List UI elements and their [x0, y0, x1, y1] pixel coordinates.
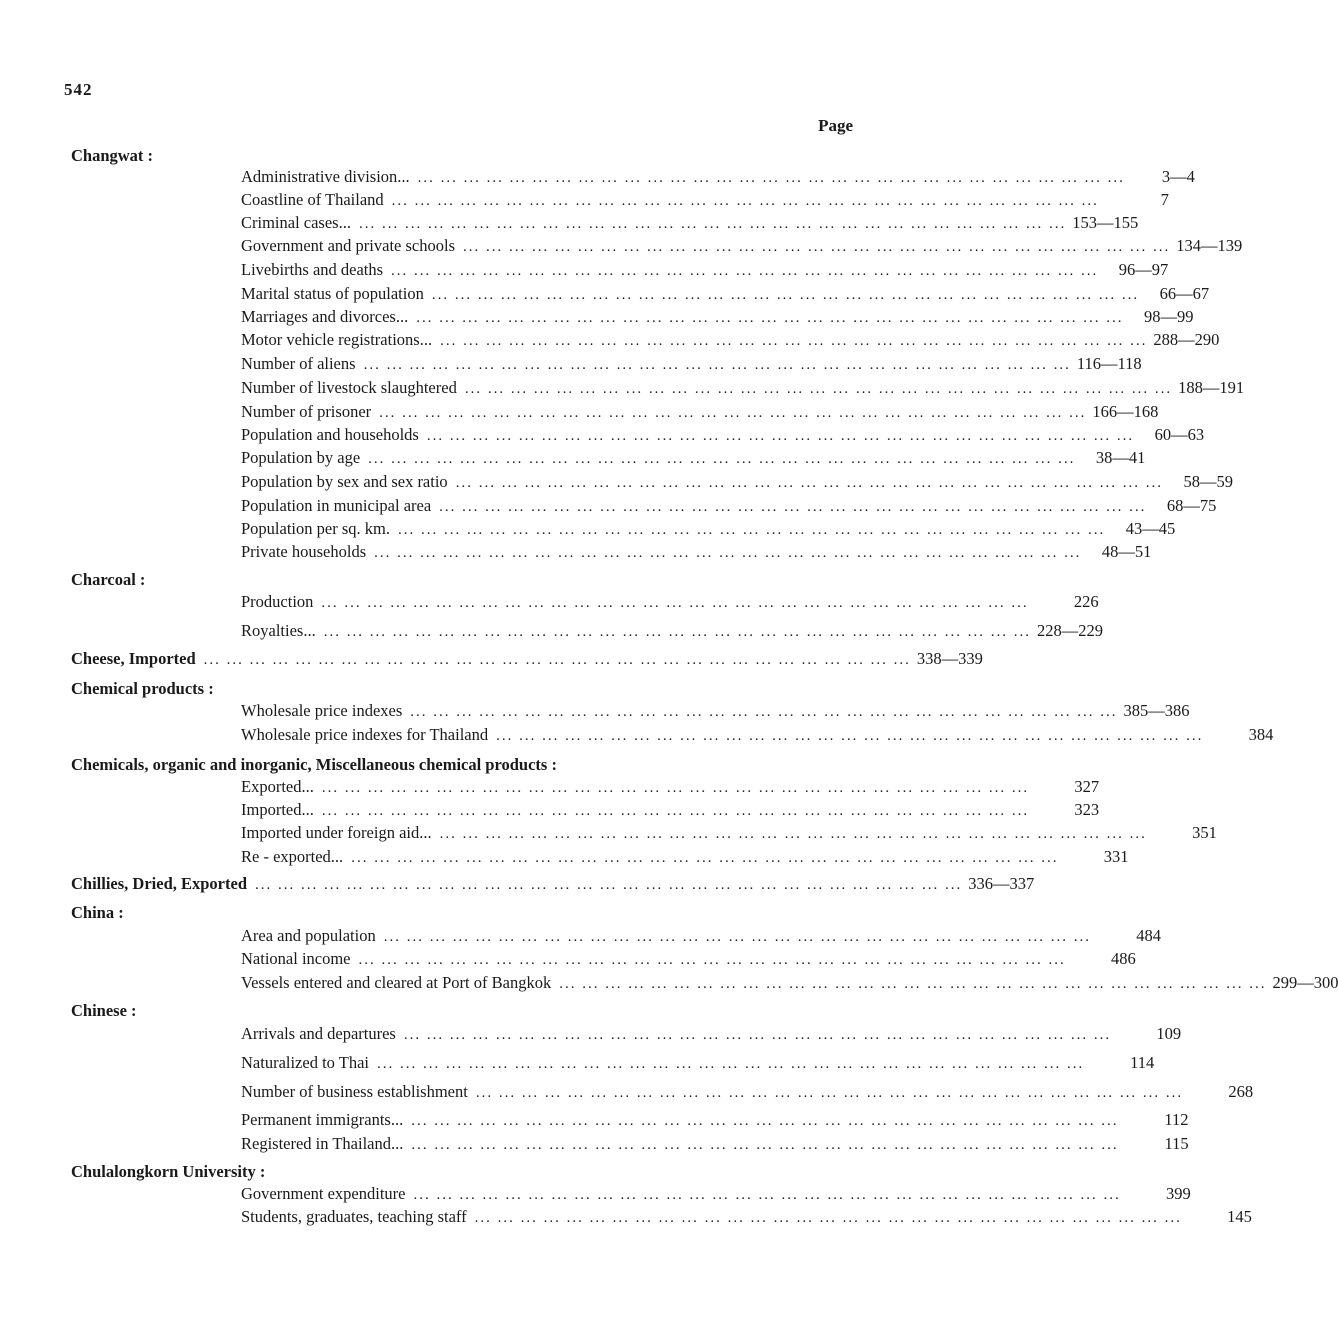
- leader-dots: ... ... ... ... ... ... ... ... ... ... ... ... ... ... ... ... ... ... ... ... ... ... ... ... ... ... ... ... ... ... ...: [391, 193, 1099, 209]
- index-entry: [241, 592, 1099, 614]
- entry-label: Number of prisoner: [241, 402, 372, 421]
- index-entry: [241, 190, 1169, 212]
- leader-dots: ... ... ... ... ... ... ... ... ... ... ... ... ... ... ... ... ... ... ... ... ... ... ... ... ... ... ... ... ... ... ...: [403, 1027, 1112, 1043]
- heading-china: China :: [71, 903, 124, 922]
- entry-page: 228—229: [1036, 621, 1103, 640]
- index-entry: [241, 402, 1159, 424]
- index-entry: [241, 621, 1103, 643]
- entry-page: 66—67: [1159, 284, 1210, 303]
- entry-label: Royalties...: [241, 621, 316, 640]
- entry-label: Arrivals and departures: [241, 1024, 396, 1043]
- index-entry: [241, 800, 1100, 822]
- entry-label: Marital status of population: [241, 284, 424, 303]
- index-entry: [241, 307, 1194, 329]
- entry-page: 226: [1073, 592, 1099, 611]
- index-entry: [241, 284, 1210, 306]
- index-entry: [241, 1024, 1182, 1046]
- entry-label: Administrative division...: [241, 167, 410, 186]
- heading-charcoal: Charcoal :: [71, 570, 146, 589]
- leader-dots: ... ... ... ... ... ... ... ... ... ... ... ... ... ... ... ... ... ... ... ... ... ... ... ... ... ... ... ... ... ... ...: [455, 475, 1163, 491]
- entry-label: Coastline of Thailand: [241, 190, 384, 209]
- leader-dots: ... ... ... ... ... ... ... ... ... ... ... ... ... ... ... ... ... ... ... ... ... ... ... ... ... ... ... ... ... ... ...: [323, 624, 1031, 640]
- leader-dots: ... ... ... ... ... ... ... ... ... ... ... ... ... ... ... ... ... ... ... ... ... ... ... ... ... ... ... ... ... ... ...: [368, 451, 1076, 467]
- entry-label: National income: [241, 949, 351, 968]
- index-entry: [241, 472, 1233, 494]
- leader-dots: ... ... ... ... ... ... ... ... ... ... ... ... ... ... ... ... ... ... ... ... ... ... ... ... ... ... ... ... ... ... ...: [203, 652, 911, 668]
- entry-page: 288—290: [1153, 330, 1220, 349]
- index-entry: [241, 1053, 1155, 1075]
- index-entry: [241, 847, 1129, 869]
- entry-page: 38—41: [1095, 448, 1146, 467]
- leader-dots: ... ... ... ... ... ... ... ... ... ... ... ... ... ... ... ... ... ... ... ... ... ... ... ... ... ... ... ... ... ... ...: [462, 239, 1171, 255]
- entry-label: Criminal cases...: [241, 213, 351, 232]
- entry-label: Private households: [241, 542, 367, 561]
- heading-changwat: Changwat :: [71, 146, 154, 165]
- page-number: 542: [64, 80, 93, 99]
- leader-dots: ... ... ... ... ... ... ... ... ... ... ... ... ... ... ... ... ... ... ... ... ... ... ... ... ... ... ... ... ... ... ...: [376, 1056, 1085, 1072]
- index-entry: [241, 823, 1217, 845]
- entry-page: 115: [1164, 1134, 1189, 1153]
- leader-dots: ... ... ... ... ... ... ... ... ... ... ... ... ... ... ... ... ... ... ... ... ... ... ... ... ... ... ... ... ... ... ...: [321, 803, 1030, 819]
- entry-label: Population in municipal area: [241, 496, 432, 515]
- leader-dots: ... ... ... ... ... ... ... ... ... ... ... ... ... ... ... ... ... ... ... ... ... ... ... ... ... ... ... ... ... ... ...: [255, 877, 963, 893]
- entry-page: 484: [1136, 926, 1161, 945]
- entry-page: 153—155: [1072, 213, 1139, 232]
- entry-label: Re - exported...: [241, 847, 344, 866]
- entry-page: 116—118: [1076, 354, 1142, 373]
- entry-label: Population by age: [241, 448, 361, 467]
- entry-page: 399: [1165, 1184, 1191, 1203]
- entry-page: 48—51: [1101, 542, 1152, 561]
- index-entry: [241, 1184, 1191, 1206]
- leader-dots: ... ... ... ... ... ... ... ... ... ... ... ... ... ... ... ... ... ... ... ... ... ... ... ... ... ... ... ... ... ... ...: [411, 1137, 1119, 1153]
- entry-label: Wholesale price indexes for Thailand: [241, 725, 489, 744]
- index-entry: [241, 448, 1146, 470]
- index-entry: [241, 1134, 1189, 1156]
- entry-page: 384: [1248, 725, 1274, 744]
- index-entry: [241, 1082, 1254, 1104]
- leader-dots: ... ... ... ... ... ... ... ... ... ... ... ... ... ... ... ... ... ... ... ... ... ... ... ... ... ... ... ... ... ... ...: [321, 780, 1030, 796]
- index-entry: [241, 354, 1142, 376]
- entry-label: Wholesale price indexes: [241, 701, 403, 720]
- index-entry: [241, 926, 1161, 948]
- entry-label: Cheese, Imported: [71, 649, 196, 668]
- page-column-header: Page: [818, 116, 853, 135]
- entry-page: 60—63: [1154, 425, 1205, 444]
- index-entry: [241, 1110, 1189, 1132]
- entry-label: Students, graduates, teaching staff: [241, 1207, 467, 1226]
- entry-page: 166—168: [1092, 402, 1159, 421]
- leader-dots: ... ... ... ... ... ... ... ... ... ... ... ... ... ... ... ... ... ... ... ... ... ... ... ... ... ... ... ... ... ... ...: [321, 595, 1029, 611]
- entry-label: Registered in Thailand...: [241, 1134, 404, 1153]
- entry-page: 323: [1074, 800, 1100, 819]
- entry-page: 145: [1227, 1207, 1252, 1226]
- entry-label: Government and private schools: [241, 236, 455, 255]
- index-entry: [241, 167, 1195, 189]
- entry-label: Imported...: [241, 800, 314, 819]
- index-entry: [241, 542, 1152, 564]
- index-entry-chillies: [71, 874, 1035, 896]
- leader-dots: ... ... ... ... ... ... ... ... ... ... ... ... ... ... ... ... ... ... ... ... ... ... ... ... ... ... ... ... ... ... ...: [426, 428, 1135, 444]
- index-entry: [241, 425, 1205, 447]
- index-entry: [241, 236, 1243, 258]
- leader-dots: ... ... ... ... ... ... ... ... ... ... ... ... ... ... ... ... ... ... ... ... ... ... ... ... ... ... ... ... ... ... ...: [363, 357, 1071, 373]
- leader-dots: ... ... ... ... ... ... ... ... ... ... ... ... ... ... ... ... ... ... ... ... ... ... ... ... ... ... ... ... ... ... ...: [474, 1210, 1182, 1226]
- entry-page: 7: [1160, 190, 1169, 209]
- entry-page: 109: [1156, 1024, 1182, 1043]
- leader-dots: ... ... ... ... ... ... ... ... ... ... ... ... ... ... ... ... ... ... ... ... ... ... ... ... ... ... ... ... ... ... ...: [379, 405, 1087, 421]
- entry-page: 385—386: [1123, 701, 1190, 720]
- entry-label: Number of livestock slaughtered: [241, 378, 457, 397]
- index-entry: [241, 949, 1136, 971]
- entry-label: Production: [241, 592, 314, 611]
- leader-dots: ... ... ... ... ... ... ... ... ... ... ... ... ... ... ... ... ... ... ... ... ... ... ... ... ... ... ... ... ... ... ...: [417, 170, 1125, 186]
- heading-chulalongkorn: Chulalongkorn University :: [71, 1162, 266, 1181]
- index-entry: [241, 496, 1217, 518]
- entry-page: 188—191: [1178, 378, 1245, 397]
- entry-label: Marriages and divorces...: [241, 307, 409, 326]
- index-entry-cheese: [71, 649, 983, 671]
- entry-label: Motor vehicle registrations...: [241, 330, 433, 349]
- entry-label: Government expenditure: [241, 1184, 406, 1203]
- entry-page: 351: [1192, 823, 1217, 842]
- leader-dots: ... ... ... ... ... ... ... ... ... ... ... ... ... ... ... ... ... ... ... ... ... ... ... ... ... ... ... ... ... ... ...: [413, 1187, 1121, 1203]
- leader-dots: ... ... ... ... ... ... ... ... ... ... ... ... ... ... ... ... ... ... ... ... ... ... ... ... ... ... ... ... ... ... ...: [475, 1085, 1184, 1101]
- entry-page: 336—337: [968, 874, 1035, 893]
- leader-dots: ... ... ... ... ... ... ... ... ... ... ... ... ... ... ... ... ... ... ... ... ... ... ... ... ... ... ... ... ... ... ...: [411, 1113, 1119, 1129]
- entry-label: Population by sex and sex ratio: [241, 472, 448, 491]
- leader-dots: ... ... ... ... ... ... ... ... ... ... ... ... ... ... ... ... ... ... ... ... ... ... ... ... ... ... ... ... ... ... ...: [464, 381, 1173, 397]
- index-entry: [241, 260, 1169, 282]
- entry-page: 134—139: [1176, 236, 1243, 255]
- index-entry: [241, 519, 1176, 541]
- entry-label: Naturalized to Thai: [241, 1053, 369, 1072]
- index-entry: [241, 213, 1139, 235]
- entry-label: Number of aliens: [241, 354, 356, 373]
- index-entry: [241, 777, 1100, 799]
- entry-page: 114: [1130, 1053, 1155, 1072]
- entry-label: Exported...: [241, 777, 314, 796]
- index-entry: [241, 973, 1338, 995]
- entry-page: 331: [1103, 847, 1129, 866]
- entry-page: 96—97: [1118, 260, 1169, 279]
- entry-label: Population per sq. km.: [241, 519, 390, 538]
- index-entry: [241, 725, 1274, 747]
- leader-dots: ... ... ... ... ... ... ... ... ... ... ... ... ... ... ... ... ... ... ... ... ... ... ... ... ... ... ... ... ... ... ...: [351, 850, 1059, 866]
- leader-dots: ... ... ... ... ... ... ... ... ... ... ... ... ... ... ... ... ... ... ... ... ... ... ... ... ... ... ... ... ... ... ...: [374, 545, 1082, 561]
- entry-page: 299—300: [1272, 973, 1338, 992]
- entry-page: 268: [1228, 1082, 1254, 1101]
- heading-chinese: Chinese :: [71, 1001, 137, 1020]
- entry-label: Area and population: [241, 926, 376, 945]
- entry-page: 98—99: [1143, 307, 1194, 326]
- leader-dots: ... ... ... ... ... ... ... ... ... ... ... ... ... ... ... ... ... ... ... ... ... ... ... ... ... ... ... ... ... ... ...: [559, 976, 1267, 992]
- leader-dots: ... ... ... ... ... ... ... ... ... ... ... ... ... ... ... ... ... ... ... ... ... ... ... ... ... ... ... ... ... ... ...: [358, 952, 1066, 968]
- entry-page: 327: [1074, 777, 1100, 796]
- leader-dots: ... ... ... ... ... ... ... ... ... ... ... ... ... ... ... ... ... ... ... ... ... ... ... ... ... ... ... ... ... ... ...: [416, 310, 1124, 326]
- entry-label: Population and households: [241, 425, 419, 444]
- leader-dots: ... ... ... ... ... ... ... ... ... ... ... ... ... ... ... ... ... ... ... ... ... ... ... ... ... ... ... ... ... ... ...: [439, 499, 1147, 515]
- entry-page: 68—75: [1166, 496, 1217, 515]
- entry-page: 338—339: [916, 649, 983, 668]
- entry-label: Number of business establishment: [241, 1082, 468, 1101]
- entry-page: 112: [1164, 1110, 1189, 1129]
- entry-page: 58—59: [1183, 472, 1233, 491]
- leader-dots: ... ... ... ... ... ... ... ... ... ... ... ... ... ... ... ... ... ... ... ... ... ... ... ... ... ... ... ... ... ... ...: [439, 826, 1147, 842]
- index-entry: [241, 378, 1245, 400]
- heading-chemical-products: Chemical products :: [71, 679, 214, 698]
- entry-label: Chillies, Dried, Exported: [71, 874, 247, 893]
- leader-dots: ... ... ... ... ... ... ... ... ... ... ... ... ... ... ... ... ... ... ... ... ... ... ... ... ... ... ... ... ... ... ...: [397, 522, 1106, 538]
- index-entry: [241, 1207, 1252, 1229]
- leader-dots: ... ... ... ... ... ... ... ... ... ... ... ... ... ... ... ... ... ... ... ... ... ... ... ... ... ... ... ... ... ... ...: [383, 929, 1091, 945]
- leader-dots: ... ... ... ... ... ... ... ... ... ... ... ... ... ... ... ... ... ... ... ... ... ... ... ... ... ... ... ... ... ... ...: [358, 216, 1067, 232]
- entry-page: 3—4: [1161, 167, 1195, 186]
- entry-label: Livebirths and deaths: [241, 260, 384, 279]
- entry-label: Imported under foreign aid...: [241, 823, 432, 842]
- index-entry: [241, 701, 1190, 723]
- entry-page: 486: [1111, 949, 1136, 968]
- entry-label: Permanent immigrants...: [241, 1110, 404, 1129]
- leader-dots: ... ... ... ... ... ... ... ... ... ... ... ... ... ... ... ... ... ... ... ... ... ... ... ... ... ... ... ... ... ... ...: [431, 287, 1140, 303]
- leader-dots: ... ... ... ... ... ... ... ... ... ... ... ... ... ... ... ... ... ... ... ... ... ... ... ... ... ... ... ... ... ... ...: [391, 263, 1099, 279]
- entry-page: 43—45: [1125, 519, 1176, 538]
- heading-chemicals: Chemicals, organic and inorganic, Miscellaneous chemical products :: [71, 755, 557, 774]
- entry-label: Vessels entered and cleared at Port of Bangkok: [241, 973, 552, 992]
- leader-dots: ... ... ... ... ... ... ... ... ... ... ... ... ... ... ... ... ... ... ... ... ... ... ... ... ... ... ... ... ... ... ...: [496, 728, 1204, 744]
- leader-dots: ... ... ... ... ... ... ... ... ... ... ... ... ... ... ... ... ... ... ... ... ... ... ... ... ... ... ... ... ... ... ...: [410, 704, 1118, 720]
- leader-dots: ... ... ... ... ... ... ... ... ... ... ... ... ... ... ... ... ... ... ... ... ... ... ... ... ... ... ... ... ... ... ...: [440, 333, 1148, 349]
- index-entry: [241, 330, 1220, 352]
